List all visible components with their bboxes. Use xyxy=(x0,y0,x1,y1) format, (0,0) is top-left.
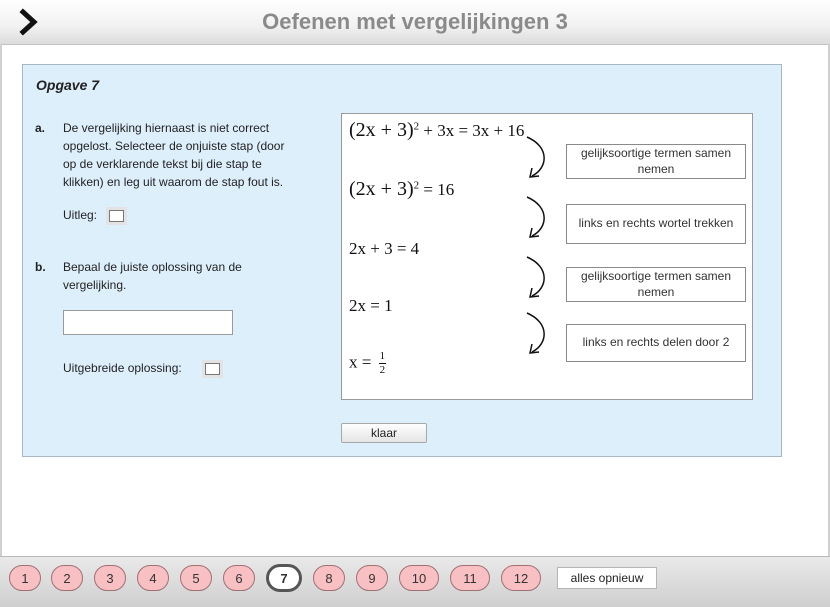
done-button[interactable]: klaar xyxy=(341,423,427,443)
step-1-exponent: 2 xyxy=(413,120,420,133)
equation-step-2 xyxy=(349,178,454,201)
page-button-4[interactable]: 4 xyxy=(137,565,169,591)
step-explanation-2[interactable]: links en rechts wortel trekken xyxy=(566,204,746,244)
part-a-line: klikken) en leg uit waarom de stap fout is. xyxy=(63,175,284,189)
page-button-2[interactable]: 2 xyxy=(51,565,83,591)
curved-arrow-icon xyxy=(524,194,548,240)
explain-label: Uitleg: xyxy=(63,208,98,222)
curved-arrow-icon xyxy=(524,254,548,300)
step-explanation-3[interactable]: gelijksoortige termen samen nemen xyxy=(566,267,746,302)
equation-step-4: 2x = 1 xyxy=(349,296,393,315)
answer-input[interactable] xyxy=(63,310,233,335)
equation-step-3: 2x + 3 = 4 xyxy=(349,239,420,258)
fraction xyxy=(379,350,387,377)
step-5-prefix: x = xyxy=(349,352,372,372)
page-button-10[interactable]: 10 xyxy=(399,565,439,591)
header-bar xyxy=(0,0,830,45)
step-1-lhs: (2x + 3) xyxy=(349,119,414,141)
part-b-line: vergelijking. xyxy=(63,278,127,292)
exercise-panel xyxy=(22,64,782,457)
exercise-heading: Opgave 7 xyxy=(36,77,100,93)
curved-arrow-icon xyxy=(524,310,548,356)
step-2-rhs: = 16 xyxy=(423,180,455,199)
left-border xyxy=(0,44,2,556)
equation-step-5 xyxy=(349,350,386,377)
page-button-6[interactable]: 6 xyxy=(223,565,255,591)
step-explanation-4[interactable]: links en rechts delen door 2 xyxy=(566,324,746,362)
page-navigation xyxy=(0,556,830,607)
fraction-numerator: 1 xyxy=(379,350,386,362)
part-b-label: b. xyxy=(35,260,46,274)
part-a-line: op de verklarende tekst bij die stap te xyxy=(63,157,262,171)
explain-checkbox[interactable] xyxy=(109,210,124,222)
page-button-5[interactable]: 5 xyxy=(180,565,212,591)
page-button-9[interactable]: 9 xyxy=(356,565,388,591)
page-button-3[interactable]: 3 xyxy=(94,565,126,591)
part-a-line: opgelost. Selecteer de onjuiste stap (door xyxy=(63,139,285,153)
curved-arrow-icon xyxy=(524,134,548,180)
step-1-rhs: + 3x = 3x + 16 xyxy=(423,121,525,140)
solution-steps-box xyxy=(341,113,753,400)
reset-all-button[interactable]: alles opnieuw xyxy=(557,567,657,589)
part-a-label: a. xyxy=(35,121,46,135)
step-explanation-1[interactable]: gelijksoortige termen samen nemen xyxy=(566,144,746,179)
part-b-text xyxy=(63,258,323,294)
fraction-denominator: 2 xyxy=(379,364,386,376)
page-title: Oefenen met vergelijkingen 3 xyxy=(262,9,568,34)
step-2-lhs: (2x + 3) xyxy=(349,178,414,200)
part-b-line: Bepaal de juiste oplossing van de xyxy=(63,260,242,274)
extended-solution-label: Uitgebreide oplossing: xyxy=(63,361,182,375)
page-button-7[interactable]: 7 xyxy=(266,564,302,592)
equation-step-1 xyxy=(349,119,524,142)
step-2-exponent: 2 xyxy=(413,179,420,192)
page-button-8[interactable]: 8 xyxy=(313,565,345,591)
part-a-line: De vergelijking hiernaast is niet correct xyxy=(63,121,270,135)
page-button-11[interactable]: 11 xyxy=(450,565,490,591)
page-button-1[interactable]: 1 xyxy=(9,565,41,591)
part-a-text xyxy=(63,119,323,191)
extended-solution-checkbox[interactable] xyxy=(205,363,220,375)
page-button-12[interactable]: 12 xyxy=(501,565,541,591)
